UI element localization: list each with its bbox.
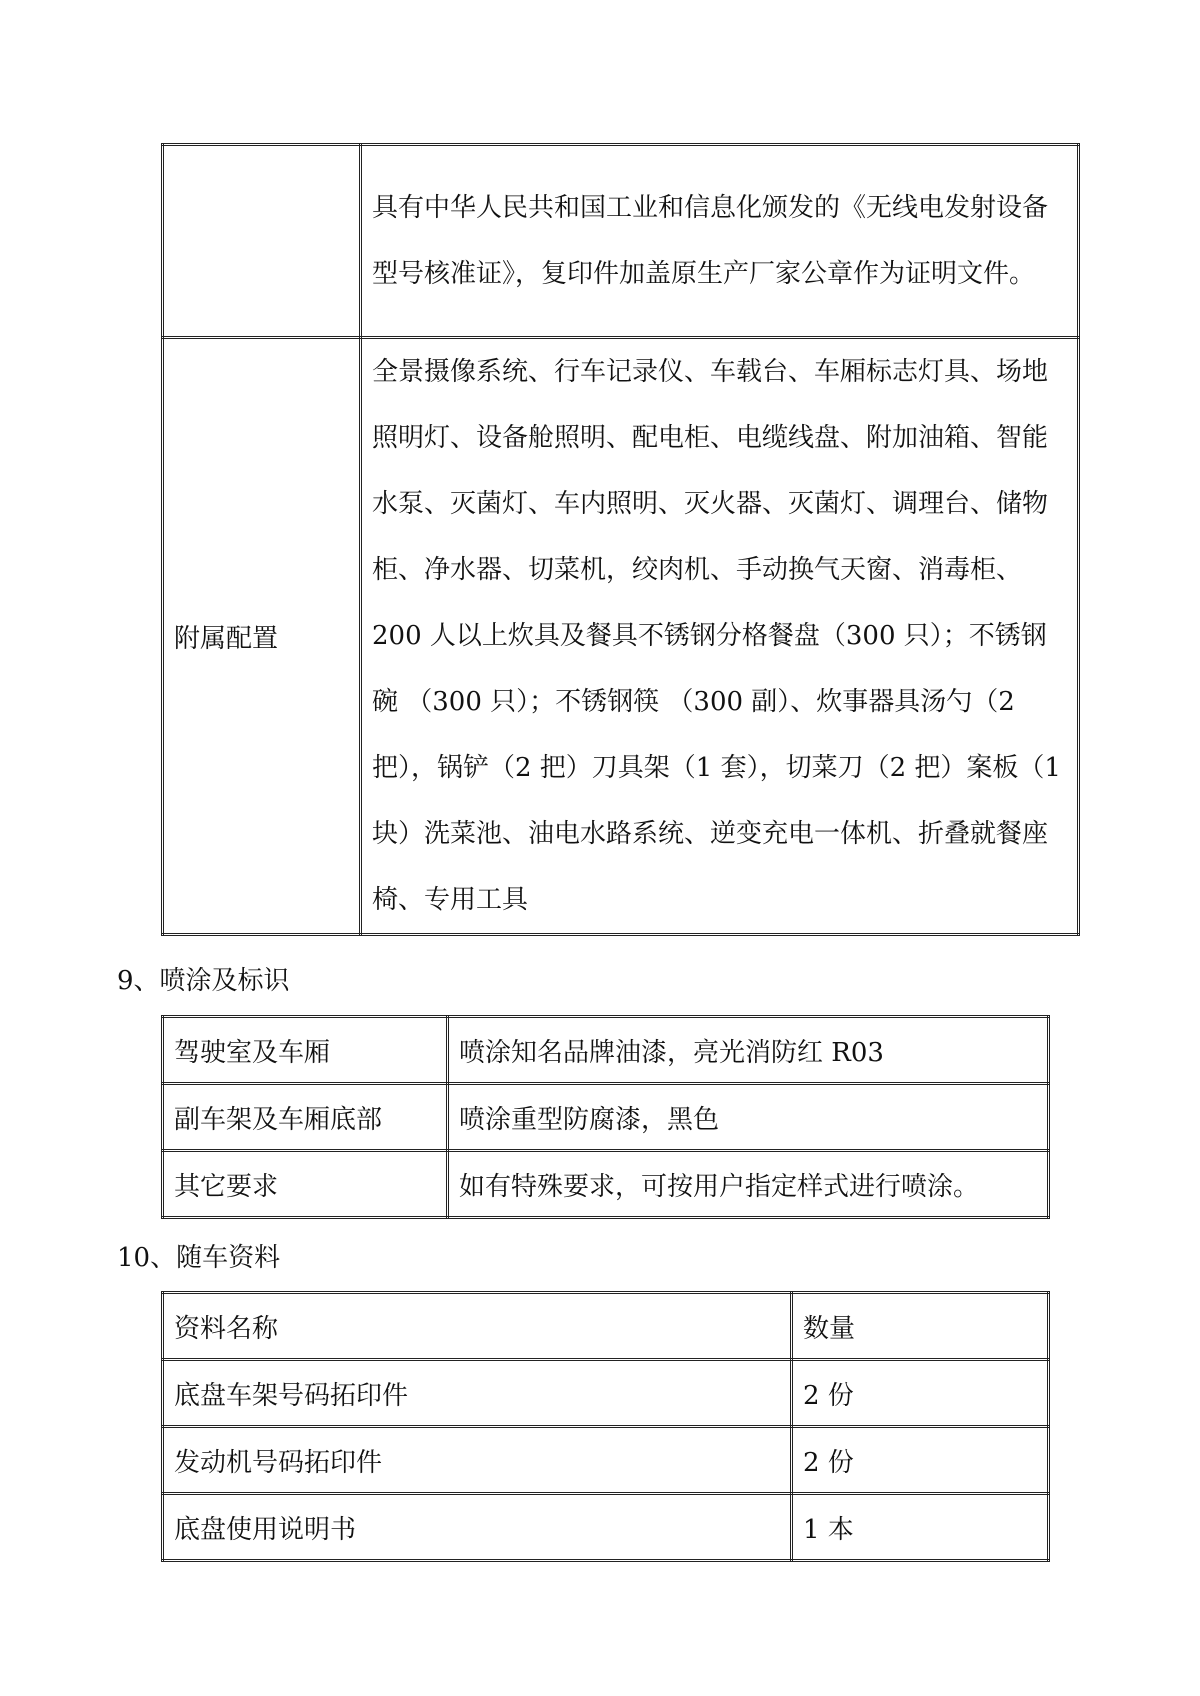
documents-table — [161, 1291, 1050, 1562]
painting-requirement: 如有特殊要求，可按用户指定样式进行喷涂。 — [448, 1151, 1049, 1218]
accessories-list-text: 全景摄像系统、行车记录仪、车载台、车厢标志灯具、场地照明灯、设备舱照明、配电柜、电缆线盘、附加油箱、智能水泵、灭菌灯、车内照明、灭火器、灭菌灯、调理台、储物柜、净水器、切菜机，绞肉机、手动换气天窗、消毒柜、200 人以上炊具及餐具不锈钢分格餐盘（300 只）；不锈钢碗 （300 只）；不锈钢筷 （300 副）、炊事器具汤勺（2 把），锅铲（2 把）刀具架（1 套），切菜刀（2 把）案板（1 块）洗菜池、油电水路系统、逆变充电一体机、折叠就餐座椅、专用工具 — [361, 338, 1079, 935]
table-row — [163, 338, 1079, 935]
table-row — [163, 1427, 1049, 1494]
table-header-row — [163, 1293, 1049, 1360]
table-row — [163, 1017, 1049, 1084]
document-name: 底盘车架号码拓印件 — [163, 1360, 792, 1427]
table-row — [163, 1084, 1049, 1151]
painting-item: 驾驶室及车厢 — [163, 1017, 448, 1084]
table-row — [163, 1494, 1049, 1561]
painting-item: 其它要求 — [163, 1151, 448, 1218]
painting-table — [161, 1015, 1050, 1219]
painting-item: 副车架及车厢底部 — [163, 1084, 448, 1151]
section-heading-painting: 9、喷涂及标识 — [117, 966, 290, 996]
document-name: 底盘使用说明书 — [163, 1494, 792, 1561]
table-row — [163, 145, 1079, 338]
document-qty: 2 份 — [792, 1427, 1049, 1494]
painting-requirement: 喷涂重型防腐漆，黑色 — [448, 1084, 1049, 1151]
section-heading-documents: 10、随车资料 — [117, 1243, 281, 1273]
table-row — [163, 1151, 1049, 1218]
column-header-qty: 数量 — [792, 1293, 1049, 1360]
document-name: 发动机号码拓印件 — [163, 1427, 792, 1494]
column-header-name: 资料名称 — [163, 1293, 792, 1360]
row-label-empty — [163, 145, 361, 338]
table-row — [163, 1360, 1049, 1427]
document-qty: 1 本 — [792, 1494, 1049, 1561]
document-qty: 2 份 — [792, 1360, 1049, 1427]
radio-certificate-text: 具有中华人民共和国工业和信息化颁发的《无线电发射设备型号核准证》，复印件加盖原生产厂家公章作为证明文件。 — [361, 145, 1079, 338]
row-label-accessories: 附属配置 — [163, 338, 361, 935]
config-table — [161, 143, 1080, 936]
painting-requirement: 喷涂知名品牌油漆，亮光消防红 R03 — [448, 1017, 1049, 1084]
